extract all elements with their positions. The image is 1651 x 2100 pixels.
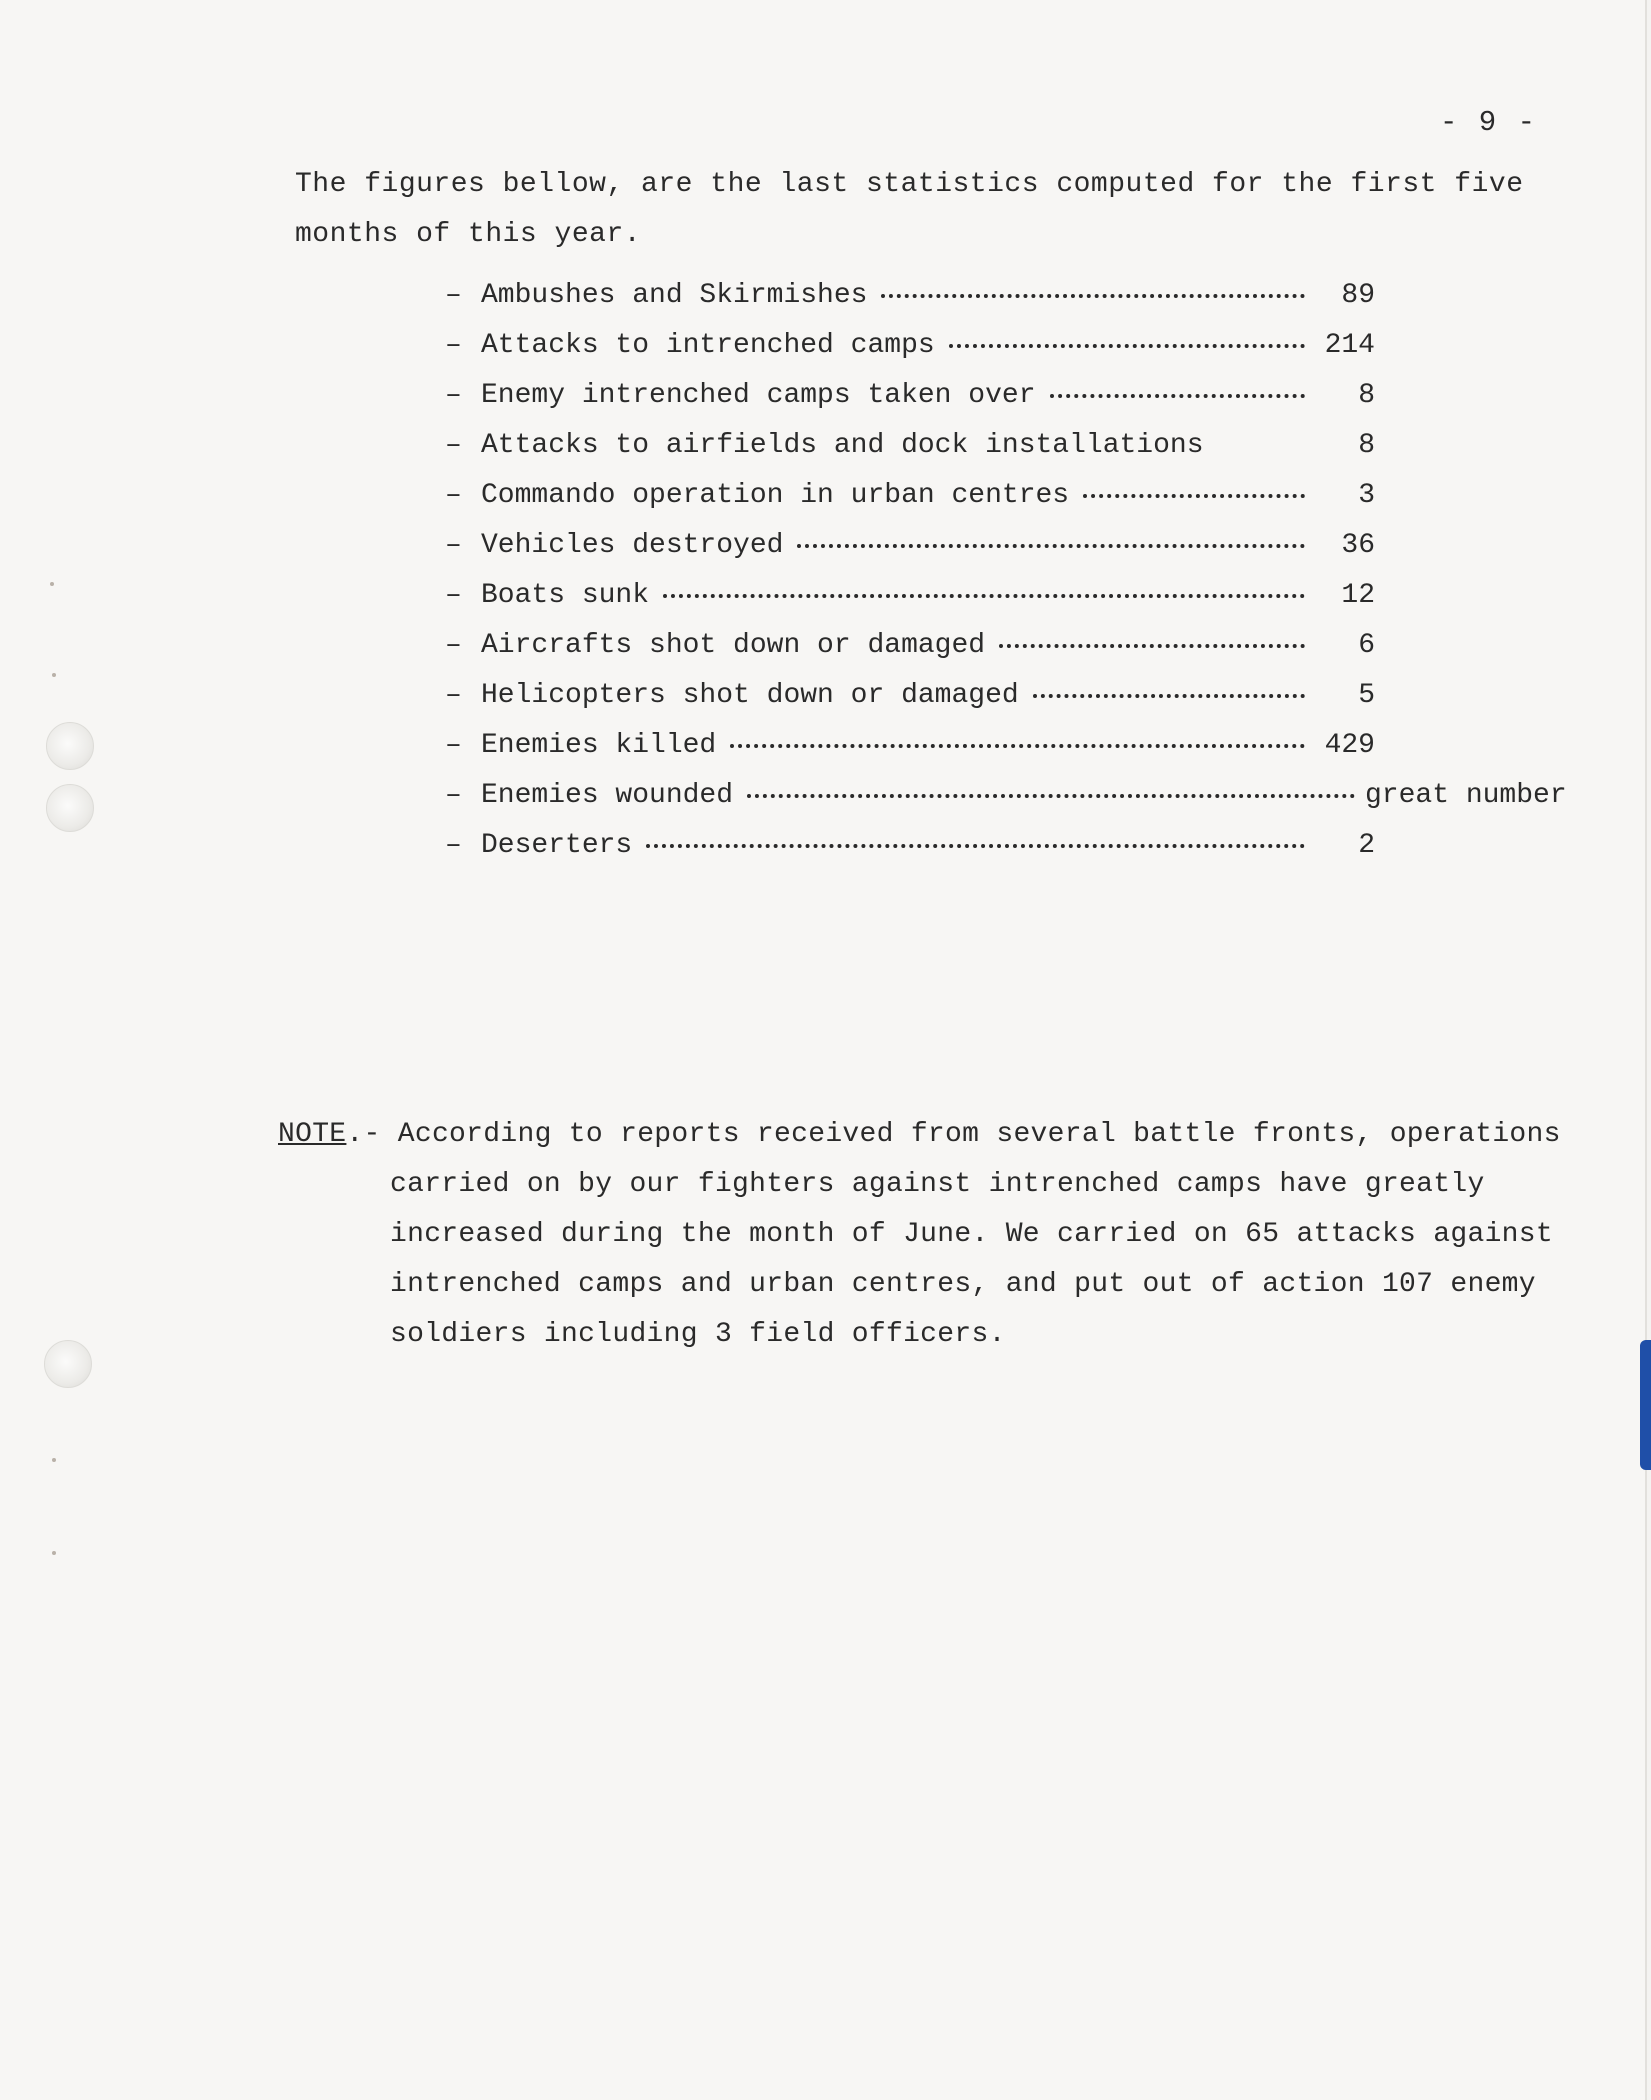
- stat-label: Ambushes and Skirmishes: [481, 280, 868, 311]
- stat-label: Attacks to airfields and dock installations: [481, 430, 1204, 461]
- bullet-dash: –: [445, 580, 462, 611]
- paper-speck: [52, 1458, 56, 1462]
- stat-value: 429: [1324, 730, 1375, 761]
- stat-label: Attacks to intrenched camps: [481, 330, 935, 361]
- bullet-dash: –: [445, 430, 462, 461]
- stat-label: Enemy intrenched camps taken over: [481, 380, 1036, 411]
- stat-value: 214: [1324, 330, 1375, 361]
- punch-hole: [44, 1340, 92, 1388]
- stat-label: Boats sunk: [481, 580, 650, 611]
- dot-leader: [881, 294, 1305, 298]
- stat-label: Helicopters shot down or damaged: [481, 680, 1019, 711]
- stat-row: [445, 380, 1375, 430]
- bullet-dash: –: [445, 330, 462, 361]
- dot-leader: [747, 794, 1355, 798]
- stat-label: Vehicles destroyed: [481, 530, 784, 561]
- note-separator: .-: [346, 1119, 381, 1150]
- stat-row: [445, 730, 1375, 780]
- stat-row: [445, 330, 1375, 380]
- dot-leader: [646, 844, 1305, 848]
- stat-row: [445, 280, 1375, 330]
- stat-value: 89: [1341, 280, 1375, 311]
- page-number: - 9 -: [1440, 106, 1538, 139]
- stat-row: [445, 680, 1375, 730]
- stat-label: Enemies killed: [481, 730, 717, 761]
- stat-row: [445, 430, 1375, 480]
- stat-value: 8: [1358, 430, 1375, 461]
- stat-row: [445, 630, 1375, 680]
- dot-leader: [1050, 394, 1306, 398]
- paper-speck: [52, 673, 56, 677]
- dot-leader: [663, 594, 1305, 598]
- paper-speck: [50, 582, 54, 586]
- stat-row: [445, 830, 1375, 880]
- stat-value: great number: [1365, 780, 1567, 811]
- stat-value: 36: [1341, 530, 1375, 561]
- punch-hole: [46, 722, 94, 770]
- stat-value: 12: [1341, 580, 1375, 611]
- dot-leader: [1033, 694, 1305, 698]
- bullet-dash: –: [445, 380, 462, 411]
- stat-row: [445, 780, 1567, 830]
- note-paragraph: [278, 1110, 1608, 1360]
- dot-leader: [949, 344, 1305, 348]
- bullet-dash: –: [445, 630, 462, 661]
- stat-row: [445, 480, 1375, 530]
- note-text: According to reports received from several battle fronts, operations carried on by our fighters against intrenched camps have greatly increased during the month of June. We carried on 65 attacks against intrenched camps and urban centres, and put out of action 107 enemy soldiers including 3 field officers.: [390, 1119, 1561, 1350]
- stat-label: Deserters: [481, 830, 633, 861]
- paper-speck: [52, 1551, 56, 1555]
- dot-leader: [1218, 444, 1305, 448]
- bullet-dash: –: [445, 780, 462, 811]
- bullet-dash: –: [445, 830, 462, 861]
- stat-value: 2: [1358, 830, 1375, 861]
- note-label: NOTE: [278, 1119, 347, 1150]
- stat-value: 3: [1358, 480, 1375, 511]
- stat-value: 8: [1358, 380, 1375, 411]
- bullet-dash: –: [445, 530, 462, 561]
- bullet-dash: –: [445, 480, 462, 511]
- stat-value: 5: [1358, 680, 1375, 711]
- bullet-dash: –: [445, 730, 462, 761]
- stat-row: [445, 530, 1375, 580]
- dot-leader: [730, 744, 1305, 748]
- bullet-dash: –: [445, 280, 462, 311]
- stat-row: [445, 580, 1375, 630]
- ink-mark: [1640, 1340, 1651, 1470]
- dot-leader: [797, 544, 1305, 548]
- bullet-dash: –: [445, 680, 462, 711]
- stat-label: Commando operation in urban centres: [481, 480, 1070, 511]
- dot-leader: [1083, 494, 1305, 498]
- stat-label: Enemies wounded: [481, 780, 734, 811]
- dot-leader: [999, 644, 1305, 648]
- note-body: [278, 1110, 1608, 1360]
- stat-label: Aircrafts shot down or damaged: [481, 630, 986, 661]
- intro-paragraph: The figures bellow, are the last statistics computed for the first five months of this year.: [295, 169, 1524, 250]
- statistics-list: [445, 280, 1567, 880]
- stat-value: 6: [1358, 630, 1375, 661]
- punch-hole: [46, 784, 94, 832]
